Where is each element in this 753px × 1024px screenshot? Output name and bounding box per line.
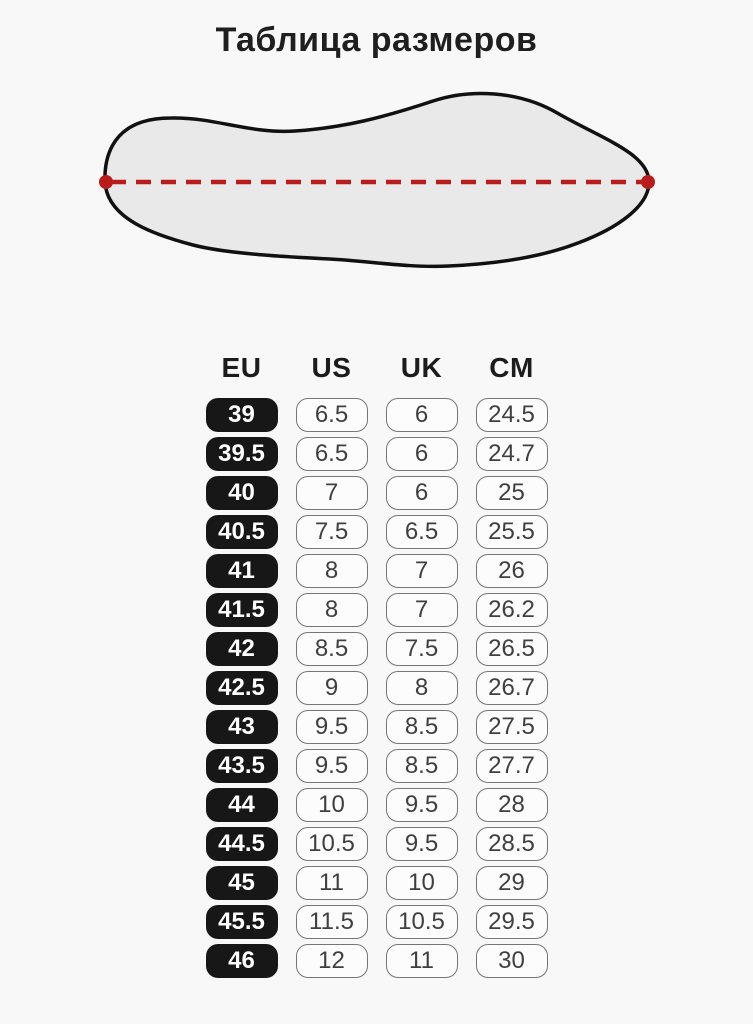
measure-dot-right [641, 175, 655, 189]
uk-size-pill: 6 [386, 437, 458, 471]
eu-size-pill: 41.5 [206, 593, 278, 627]
uk-size-pill: 7.5 [386, 632, 458, 666]
us-size-pill: 9.5 [296, 749, 368, 783]
eu-size-pill: 40 [206, 476, 278, 510]
eu-size-pill: 46 [206, 944, 278, 978]
eu-size-pill: 43 [206, 710, 278, 744]
eu-size-pill: 39.5 [206, 437, 278, 471]
uk-size-pill: 9.5 [386, 788, 458, 822]
column-header-eu: EU [221, 352, 262, 383]
page-title: Таблица размеров [215, 21, 538, 59]
cm-size-pill: 25 [476, 476, 548, 510]
cm-size-pill: 24.5 [476, 398, 548, 432]
uk-size-pill: 9.5 [386, 827, 458, 861]
eu-size-pill: 45.5 [206, 905, 278, 939]
uk-size-pill: 7 [386, 554, 458, 588]
us-size-pill: 7 [296, 476, 368, 510]
cm-size-pill: 27.5 [476, 710, 548, 744]
eu-size-pill: 44.5 [206, 827, 278, 861]
us-size-pill: 6.5 [296, 398, 368, 432]
uk-size-pill: 6.5 [386, 515, 458, 549]
eu-size-pill: 42 [206, 632, 278, 666]
eu-size-pill: 39 [206, 398, 278, 432]
cm-size-pill: 28 [476, 788, 548, 822]
us-size-pill: 10.5 [296, 827, 368, 861]
us-size-pill: 11 [296, 866, 368, 900]
us-size-pill: 8.5 [296, 632, 368, 666]
uk-size-pill: 11 [386, 944, 458, 978]
us-size-pill: 10 [296, 788, 368, 822]
us-size-pill: 12 [296, 944, 368, 978]
cm-size-pill: 24.7 [476, 437, 548, 471]
uk-size-pill: 8.5 [386, 749, 458, 783]
eu-size-pill: 45 [206, 866, 278, 900]
cm-size-pill: 29.5 [476, 905, 548, 939]
us-size-pill: 9.5 [296, 710, 368, 744]
uk-size-pill: 6 [386, 398, 458, 432]
uk-size-pill: 8 [386, 671, 458, 705]
cm-size-pill: 28.5 [476, 827, 548, 861]
uk-size-pill: 6 [386, 476, 458, 510]
cm-size-pill: 27.7 [476, 749, 548, 783]
cm-size-pill: 25.5 [476, 515, 548, 549]
cm-size-pill: 26.5 [476, 632, 548, 666]
us-size-pill: 8 [296, 593, 368, 627]
eu-size-pill: 40.5 [206, 515, 278, 549]
cm-size-pill: 29 [476, 866, 548, 900]
us-size-pill: 6.5 [296, 437, 368, 471]
uk-size-pill: 7 [386, 593, 458, 627]
cm-size-pill: 26 [476, 554, 548, 588]
foot-sole-diagram [0, 87, 753, 277]
us-size-pill: 9 [296, 671, 368, 705]
measure-dot-left [99, 175, 113, 189]
us-size-pill: 7.5 [296, 515, 368, 549]
column-header-cm: CM [489, 352, 534, 383]
us-size-pill: 11.5 [296, 905, 368, 939]
foot-sole-svg [97, 87, 657, 277]
eu-size-pill: 44 [206, 788, 278, 822]
column-header-uk: UK [400, 352, 443, 383]
eu-size-pill: 42.5 [206, 671, 278, 705]
eu-size-pill: 41 [206, 554, 278, 588]
cm-size-pill: 26.7 [476, 671, 548, 705]
uk-size-pill: 8.5 [386, 710, 458, 744]
eu-size-pill: 43.5 [206, 749, 278, 783]
column-header-us: US [311, 352, 352, 383]
cm-size-pill: 26.2 [476, 593, 548, 627]
size-table [206, 352, 548, 978]
uk-size-pill: 10.5 [386, 905, 458, 939]
us-size-pill: 8 [296, 554, 368, 588]
uk-size-pill: 10 [386, 866, 458, 900]
cm-size-pill: 30 [476, 944, 548, 978]
